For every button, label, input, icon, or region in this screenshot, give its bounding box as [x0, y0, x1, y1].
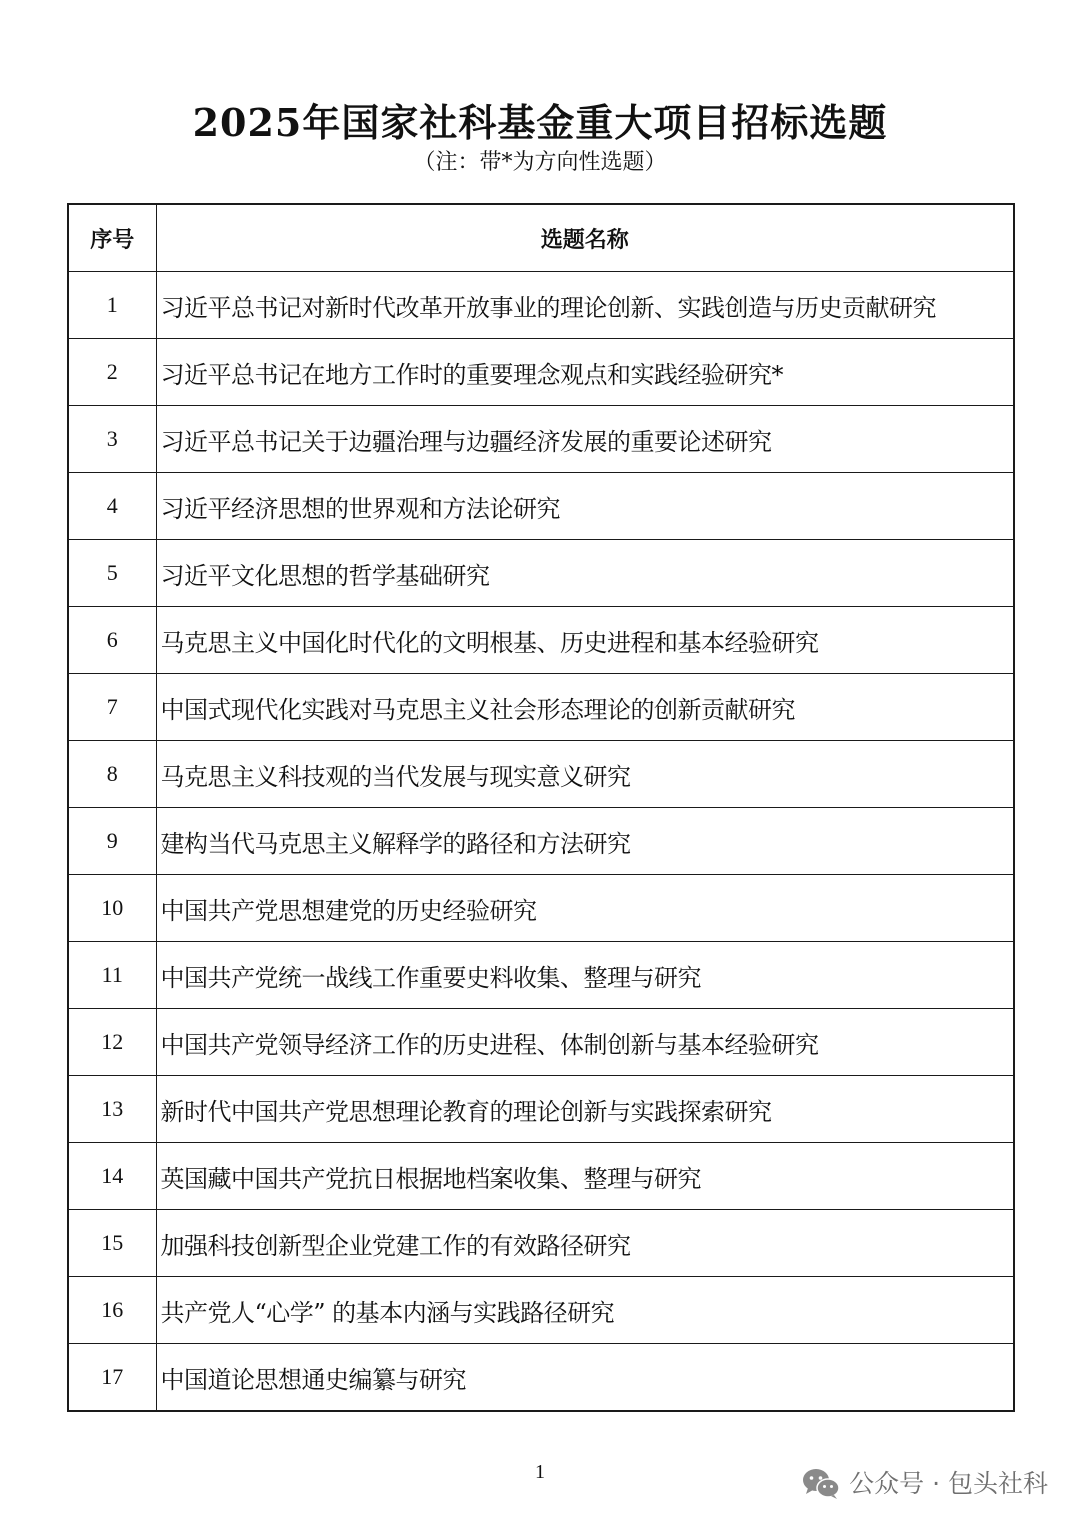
row-number: 14	[68, 1143, 156, 1210]
table-row	[68, 1277, 1014, 1344]
row-number: 15	[68, 1210, 156, 1277]
row-number: 1	[68, 272, 156, 339]
row-number: 6	[68, 607, 156, 674]
table-row	[68, 540, 1014, 607]
page-title: 2025年国家社科基金重大项目招标选题	[192, 100, 888, 145]
row-number: 2	[68, 339, 156, 406]
wechat-icon	[801, 1467, 841, 1501]
row-topic: 新时代中国共产党思想理论教育的理论创新与实践探索研究	[156, 1076, 1014, 1143]
row-topic: 习近平文化思想的哲学基础研究	[156, 540, 1014, 607]
row-number: 9	[68, 808, 156, 875]
table-row	[68, 473, 1014, 540]
topics-table	[67, 203, 1015, 1412]
row-topic: 中国共产党统一战线工作重要史料收集、整理与研究	[156, 942, 1014, 1009]
row-topic: 共产党人“心学” 的基本内涵与实践路径研究	[156, 1277, 1014, 1344]
row-number: 8	[68, 741, 156, 808]
row-topic: 建构当代马克思主义解释学的路径和方法研究	[156, 808, 1014, 875]
row-topic: 中国道论思想通史编纂与研究	[156, 1344, 1014, 1412]
row-topic: 中国共产党思想建党的历史经验研究	[156, 875, 1014, 942]
row-number: 5	[68, 540, 156, 607]
page-number: 1	[535, 1461, 545, 1483]
table-row	[68, 875, 1014, 942]
table-row	[68, 1143, 1014, 1210]
row-topic: 马克思主义科技观的当代发展与现实意义研究	[156, 741, 1014, 808]
row-topic: 马克思主义中国化时代化的文明根基、历史进程和基本经验研究	[156, 607, 1014, 674]
table-row	[68, 741, 1014, 808]
row-topic: 习近平总书记关于边疆治理与边疆经济发展的重要论述研究	[156, 406, 1014, 473]
table-row	[68, 674, 1014, 741]
row-topic: 习近平经济思想的世界观和方法论研究	[156, 473, 1014, 540]
table-row	[68, 272, 1014, 339]
table-row	[68, 339, 1014, 406]
row-number: 12	[68, 1009, 156, 1076]
table-row	[68, 808, 1014, 875]
row-topic: 英国藏中国共产党抗日根据地档案收集、整理与研究	[156, 1143, 1014, 1210]
row-number: 10	[68, 875, 156, 942]
header-topic: 选题名称	[156, 204, 1014, 272]
table-header-row	[68, 204, 1014, 272]
row-topic: 加强科技创新型企业党建工作的有效路径研究	[156, 1210, 1014, 1277]
row-topic: 习近平总书记在地方工作时的重要理念观点和实践经验研究*	[156, 339, 1014, 406]
watermark	[801, 1466, 1048, 1502]
row-topic: 习近平总书记对新时代改革开放事业的理论创新、实践创造与历史贡献研究	[156, 272, 1014, 339]
table-row	[68, 942, 1014, 1009]
row-number: 4	[68, 473, 156, 540]
table-row	[68, 607, 1014, 674]
header-number: 序号	[68, 204, 156, 272]
row-topic: 中国式现代化实践对马克思主义社会形态理论的创新贡献研究	[156, 674, 1014, 741]
row-number: 3	[68, 406, 156, 473]
row-number: 7	[68, 674, 156, 741]
row-number: 17	[68, 1344, 156, 1412]
watermark-text: 公众号 · 包头社科	[849, 1469, 1048, 1498]
table-row	[68, 1210, 1014, 1277]
row-number: 11	[68, 942, 156, 1009]
row-topic: 中国共产党领导经济工作的历史进程、体制创新与基本经验研究	[156, 1009, 1014, 1076]
table-row	[68, 1009, 1014, 1076]
table-row	[68, 1076, 1014, 1143]
table-row	[68, 406, 1014, 473]
table-row	[68, 1344, 1014, 1412]
row-number: 16	[68, 1277, 156, 1344]
page-note: （注：带*为方向性选题）	[413, 150, 667, 175]
row-number: 13	[68, 1076, 156, 1143]
